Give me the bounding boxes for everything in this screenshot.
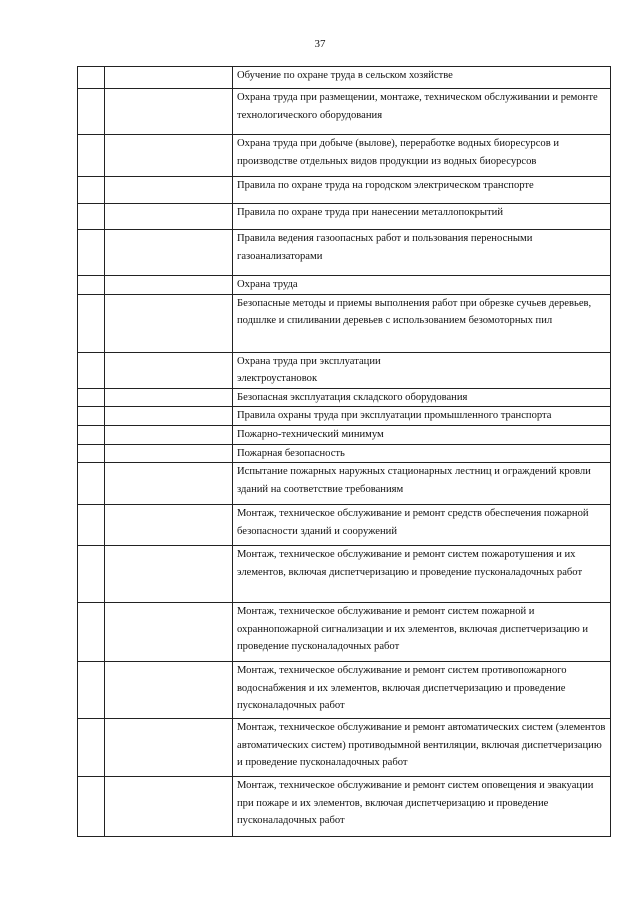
category-cell [105, 719, 233, 777]
training-topic-cell: Правила охраны труда при эксплуатации промышленного транспорта [233, 407, 611, 426]
table-row [78, 719, 611, 777]
table-row [78, 294, 611, 352]
table-body [78, 67, 611, 837]
page-number: 37 [314, 38, 326, 50]
category-cell [105, 294, 233, 352]
category-cell [105, 177, 233, 204]
category-cell [105, 777, 233, 837]
row-number-cell [78, 425, 105, 444]
row-number-cell [78, 444, 105, 463]
category-cell [105, 230, 233, 276]
training-topic-cell: Правила по охране труда при нанесении металлопокрытий [233, 204, 611, 230]
training-topic-cell: Охрана труда [233, 276, 611, 295]
category-cell [105, 135, 233, 177]
training-topic-cell: Монтаж, техническое обслуживание и ремонт автоматических систем (элементов автоматических систем) противодымной вентиляции, включая диспетчеризацию и проведение пусконаладочных работ [233, 719, 611, 777]
category-cell [105, 603, 233, 662]
row-number-cell [78, 135, 105, 177]
row-number-cell [78, 719, 105, 777]
table-row [78, 352, 611, 388]
training-topic-cell: Монтаж, техническое обслуживание и ремонт систем пожарной и охраннопожарной сигнализации и их элементов, включая диспетчеризацию и проведение пусконаладочных работ [233, 603, 611, 662]
category-cell [105, 425, 233, 444]
training-topic-cell: Охрана труда при добыче (вылове), переработке водных биоресурсов и производстве отдельных видов продукции из водных биоресурсов [233, 135, 611, 177]
table-row [78, 505, 611, 546]
row-number-cell [78, 230, 105, 276]
row-number-cell [78, 276, 105, 295]
category-cell [105, 352, 233, 388]
training-topic-cell: Безопасные методы и приемы выполнения работ при обрезке сучьев деревьев, подшлке и спиливании деревьев с использованием безомоторных пил [233, 294, 611, 352]
table-row [78, 230, 611, 276]
row-number-cell [78, 505, 105, 546]
training-topic-cell: Монтаж, техническое обслуживание и ремонт систем оповещения и эвакуации при пожаре и их элементов, включая диспетчеризацию и проведение пусконаладочных работ [233, 777, 611, 837]
training-topic-cell: Охрана труда при эксплуатации электроустановок [233, 352, 611, 388]
table-row [78, 407, 611, 426]
row-number-cell [78, 89, 105, 135]
category-cell [105, 546, 233, 603]
row-number-cell [78, 777, 105, 837]
training-topic-cell: Монтаж, техническое обслуживание и ремонт систем противопожарного водоснабжения и их элементов, включая диспетчеризацию и проведение пусконаладочных работ [233, 662, 611, 719]
table-row [78, 276, 611, 295]
table-row [78, 204, 611, 230]
category-cell [105, 444, 233, 463]
table-row [78, 463, 611, 505]
row-number-cell [78, 177, 105, 204]
table-row [78, 388, 611, 407]
training-topic-cell: Охрана труда при размещении, монтаже, техническом обслуживании и ремонте технологического оборудования [233, 89, 611, 135]
table-row [78, 89, 611, 135]
row-number-cell [78, 352, 105, 388]
training-topic-cell: Испытание пожарных наружных стационарных лестниц и ограждений кровли зданий на соответствие требованиям [233, 463, 611, 505]
course-table [77, 66, 611, 837]
category-cell [105, 662, 233, 719]
training-topic-cell: Правила ведения газоопасных работ и пользования переносными газоанализаторами [233, 230, 611, 276]
row-number-cell [78, 463, 105, 505]
row-number-cell [78, 204, 105, 230]
table-row [78, 603, 611, 662]
row-number-cell [78, 294, 105, 352]
category-cell [105, 276, 233, 295]
training-topic-cell: Монтаж, техническое обслуживание и ремонт средств обеспечения пожарной безопасности зданий и сооружений [233, 505, 611, 546]
table-row [78, 135, 611, 177]
category-cell [105, 67, 233, 89]
category-cell [105, 388, 233, 407]
training-topic-cell: Обучение по охране труда в сельском хозяйстве [233, 67, 611, 89]
row-number-cell [78, 388, 105, 407]
row-number-cell [78, 407, 105, 426]
table-row [78, 546, 611, 603]
category-cell [105, 204, 233, 230]
table-row [78, 444, 611, 463]
table-row [78, 67, 611, 89]
training-topic-cell: Пожарная безопасность [233, 444, 611, 463]
table-row [78, 662, 611, 719]
row-number-cell [78, 662, 105, 719]
table-row [78, 177, 611, 204]
table-row [78, 777, 611, 837]
category-cell [105, 463, 233, 505]
category-cell [105, 505, 233, 546]
row-number-cell [78, 546, 105, 603]
training-topic-cell: Пожарно-технический минимум [233, 425, 611, 444]
table-row [78, 425, 611, 444]
category-cell [105, 89, 233, 135]
category-cell [105, 407, 233, 426]
row-number-cell [78, 67, 105, 89]
row-number-cell [78, 603, 105, 662]
training-topic-cell: Безопасная эксплуатация складского оборудования [233, 388, 611, 407]
training-topic-cell: Монтаж, техническое обслуживание и ремонт систем пожаротушения и их элементов, включая диспетчеризацию и проведение пусконаладочных работ [233, 546, 611, 603]
training-topic-cell: Правила по охране труда на городском электрическом транспорте [233, 177, 611, 204]
